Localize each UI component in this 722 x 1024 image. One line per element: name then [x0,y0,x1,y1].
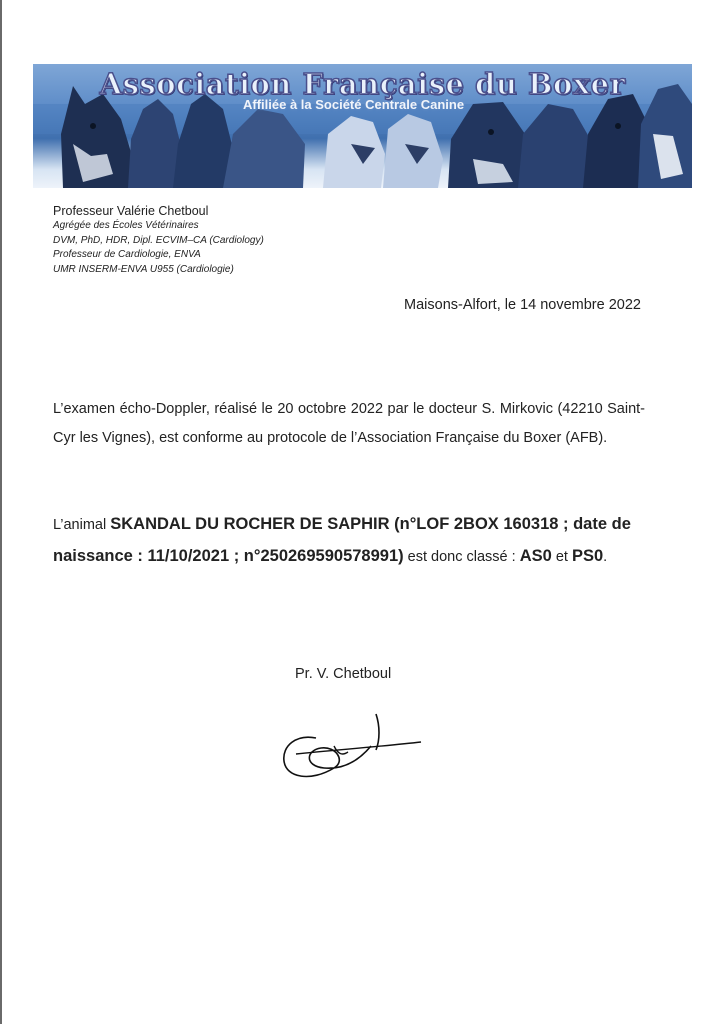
date-line: Maisons-Alfort, le 14 novembre 2022 [404,297,641,313]
author-credential: DVM, PhD, HDR, Dipl. ECVIM–CA (Cardiology) [53,234,264,246]
handwritten-signature [276,706,426,786]
author-block [53,203,264,277]
paragraph-conjunction: et [551,549,572,565]
author-credential: Professeur de Cardiologie, ENVA [53,249,201,260]
class-as: AS0 [519,547,552,565]
banner-title: Association Française du Boxer [99,67,626,101]
paragraph-middle: est donc classé : [403,549,520,565]
author-credential: UMR INSERM-ENVA U955 (Cardiologie) [53,263,234,275]
author-credential: Agrégée des Écoles Vétérinaires [53,220,199,231]
animal-details: SKANDAL DU ROCHER DE SAPHIR (n°LOF 2BOX 160318 ; date de naissance : 11/10/2021 ; n°250269590578991) [53,515,631,565]
banner-subtitle: Affiliée à la Société Centrale Canine [243,97,465,112]
class-ps: PS0 [571,547,604,565]
author-name: Professeur Valérie Chetboul [53,204,209,218]
header-banner [33,64,692,188]
paragraph-prefix: L’animal [53,517,111,533]
signoff: Pr. V. Chetboul [295,666,392,682]
classification-paragraph [53,509,645,573]
page-edge-line [0,0,2,1024]
exam-paragraph: L’examen écho-Doppler, réalisé le 20 octobre 2022 par le docteur S. Mirkovic (42210 Saint-Cyr les Vignes), est conforme au protocole de l’Association Française du Boxer (AFB). [53,401,645,446]
paragraph-end: . [603,549,608,565]
